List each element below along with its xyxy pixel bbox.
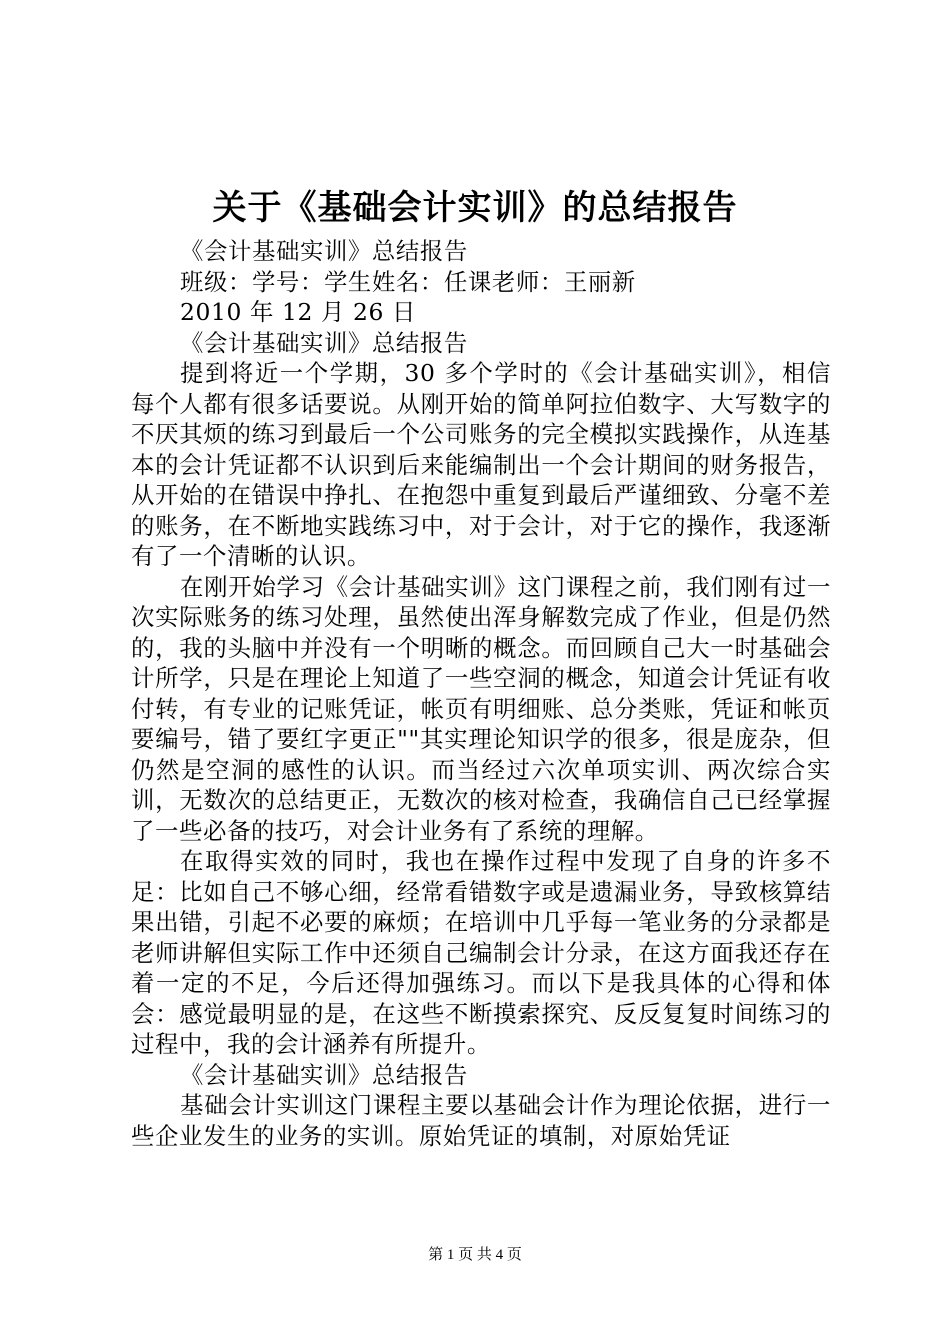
paragraph: 在刚开始学习《会计基础实训》这门课程之前，我们刚有过一次实际账务的练习处理，虽然使出浑身解数完成了作业，但是仍然的，我的头脑中并没有一个明晰的概念。而回顾自己大一时基础会计所学，只是在理论上知道了一些空洞的概念，知道会计凭证有收付转，有专业的记账凭证，帐页有明细账、总分类账，凭证和帐页要编号，错了要红字更正""其实理论知识学的很多，很是庞杂，但仍然是空洞的感性的认识。而当经过六次单项实训、两次综合实训，无数次的总结更正，无数次的核对检查，我确信自己已经掌握了一些必备的技巧，对会计业务有了系统的理解。 <box>131 572 831 845</box>
section-heading: 《会计基础实训》总结报告 <box>180 1060 468 1089</box>
paragraph: 在取得实效的同时，我也在操作过程中发现了自身的许多不足：比如自己不够心细，经常看错数字或是遗漏业务，导致核算结果出错，引起不必要的麻烦；在培训中几乎每一笔业务的分录都是老师讲解但实际工作中还须自己编制会计分录，在这方面我还存在着一定的不足，今后还得加强练习。而以下是我具体的心得和体会：感觉最明显的是，在这些不断摸索探究、反反复复时间练习的过程中，我的会计涵养有所提升。 <box>131 847 831 1058</box>
document-title: 关于《基础会计实训》的总结报告 <box>212 188 738 228</box>
document-body <box>131 236 831 1151</box>
paragraph: 基础会计实训这门课程主要以基础会计作为理论依据，进行一些企业发生的业务的实训。原始凭证的填制，对原始凭证 <box>131 1091 831 1150</box>
section-heading: 《会计基础实训》总结报告 <box>180 328 468 357</box>
paragraph: 提到将近一个学期，30 多个学时的《会计基础实训》，相信每个人都有很多话要说。从刚开始的简单阿拉伯数字、大写数字的不厌其烦的练习到最后一个公司账务的完全模拟实践操作，从连基本的会计凭证都不认识到后来能编制出一个会计期间的财务报告，从开始的在错误中挣扎、在抱怨中重复到最后严谨细致、分毫不差的账务，在不断地实践练习中，对于会计，对于它的操作，我逐渐有了一个清晰的认识。 <box>131 359 831 570</box>
page-footer: 第 1 页 共 4 页 <box>428 1247 522 1263</box>
class-info-line: 班级：学号：学生姓名：任课老师：王丽新 <box>180 267 636 296</box>
subtitle-line: 《会计基础实训》总结报告 <box>180 237 468 265</box>
date-line: 2010 年 12 月 26 日 <box>180 298 417 326</box>
